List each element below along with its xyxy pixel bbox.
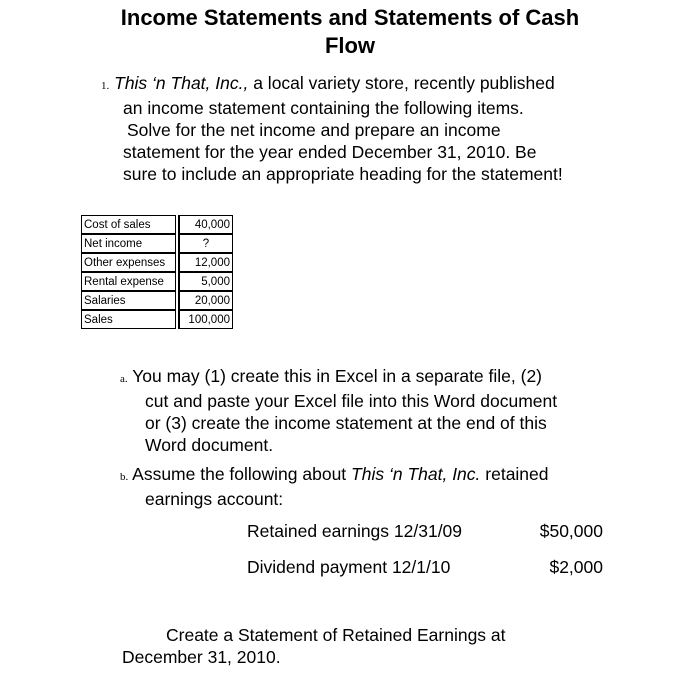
part-b-line-1-pre: Assume the following about [132, 464, 352, 484]
item-label: Net income [81, 234, 176, 253]
question-number: 1. [101, 80, 110, 92]
part-a-line-3: or (3) create the income statement at the end of this [145, 413, 547, 433]
part-a-label: a. [120, 373, 128, 385]
part-a-line-4: Word document. [145, 435, 274, 455]
item-value: ? [179, 234, 233, 253]
title-line-2: Flow [324, 33, 376, 58]
item-value: 20,000 [179, 291, 233, 310]
question-1-line-1 [101, 72, 641, 97]
retained-label: Retained earnings 12/31/09 [247, 521, 463, 541]
final-instruction [122, 624, 602, 668]
item-label: Salaries [81, 291, 176, 310]
income-items-table [81, 215, 233, 329]
question-1 [101, 72, 641, 185]
item-value: 100,000 [179, 310, 233, 329]
dividend-amount: $2,000 [549, 557, 603, 577]
part-a-line-1 [120, 365, 620, 390]
final-line-2: December 31, 2010. [122, 647, 281, 667]
title-line-1: Income Statements and Statements of Cash [120, 5, 580, 30]
table-row [81, 291, 233, 310]
table-row [81, 234, 233, 253]
item-label: Other expenses [81, 253, 176, 272]
retained-earnings-row [247, 520, 603, 542]
question-1-line-1-rest: a local variety store, recently published [248, 73, 555, 93]
item-label: Rental expense [81, 272, 176, 291]
part-a [120, 365, 620, 456]
question-1-line-3: Solve for the net income and prepare an income [127, 120, 501, 140]
part-b [120, 463, 620, 510]
company-name: This ‘n That, Inc., [114, 73, 249, 93]
part-b-label: b. [120, 471, 129, 483]
item-label: Sales [81, 310, 176, 329]
part-a-line-2: cut and paste your Excel file into this Word document [145, 391, 558, 411]
part-b-company-name: This ‘n That, Inc. [351, 464, 481, 484]
dividend-payment-row [247, 556, 603, 578]
table-row [81, 215, 233, 234]
part-a-line-1-text: You may (1) create this in Excel in a separate file, (2) [132, 366, 543, 386]
question-1-line-2: an income statement containing the following items. [123, 98, 524, 118]
item-value: 12,000 [179, 253, 233, 272]
part-b-line-2: earnings account: [145, 489, 284, 509]
dividend-label: Dividend payment 12/1/10 [247, 557, 451, 577]
page-title [60, 4, 640, 60]
part-b-line-1-post: retained [480, 464, 549, 484]
item-value: 5,000 [179, 272, 233, 291]
table-row [81, 272, 233, 291]
final-line-1: Create a Statement of Retained Earnings at [166, 625, 506, 645]
table-row [81, 253, 233, 272]
question-1-line-5: sure to include an appropriate heading for the statement! [123, 164, 563, 184]
question-1-line-4: statement for the year ended December 31, 2010. Be [123, 142, 537, 162]
part-b-line-1 [120, 463, 620, 488]
table-row [81, 310, 233, 329]
item-label: Cost of sales [81, 215, 176, 234]
retained-amount: $50,000 [539, 521, 603, 541]
item-value: 40,000 [179, 215, 233, 234]
